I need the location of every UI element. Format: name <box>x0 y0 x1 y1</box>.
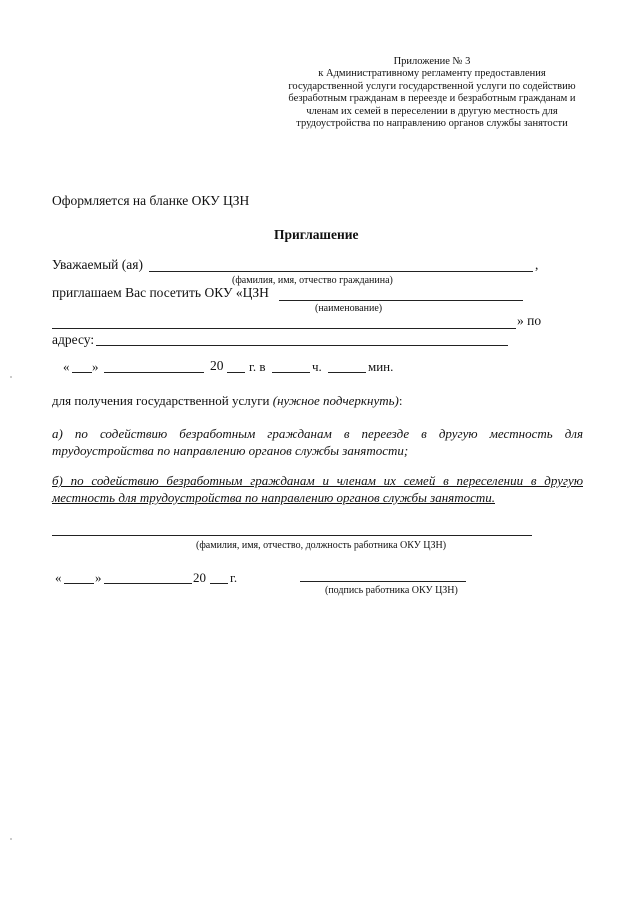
time-minute-field[interactable] <box>328 372 366 373</box>
signature-field[interactable] <box>300 581 466 582</box>
date-year-field[interactable] <box>227 372 245 373</box>
date-month-field[interactable] <box>104 372 204 373</box>
caption-name: (наименование) <box>315 303 383 314</box>
option-b[interactable]: б) по содействию безработным гражданам и членам их семей в переселении в другую местность для трудоустройства по направлению органов службы занятости. <box>52 473 583 505</box>
scan-speck <box>10 376 12 378</box>
caption-citizen: (фамилия, имя, отчество гражданина) <box>232 275 393 286</box>
service-hint: (нужное подчеркнуть) <box>272 393 399 408</box>
salutation-comma: , <box>535 257 539 272</box>
annex-line-3: государственной услуги государственной услуги по содействию <box>288 80 576 92</box>
salutation-label: Уважаемый (ая) <box>52 257 143 272</box>
date-year-prefix: 20 <box>210 358 224 373</box>
caption-signature: (подпись работника ОКУ ЦЗН) <box>325 585 458 596</box>
citizen-name-field[interactable] <box>149 271 533 272</box>
service-colon: : <box>398 393 403 408</box>
scan-speck <box>10 838 12 840</box>
annex-line-5: членам их семей в переселении в другую местность для <box>306 105 558 117</box>
quote-po: » по <box>517 313 542 328</box>
date-close-quote: » <box>92 359 99 374</box>
sig-year-field[interactable] <box>210 583 228 584</box>
sig-close-quote: » <box>95 570 102 585</box>
date-day-field[interactable] <box>72 372 92 373</box>
date-open-quote: « <box>63 359 70 374</box>
caption-worker: (фамилия, имя, отчество, должность работника ОКУ ЦЗН) <box>196 540 447 551</box>
sig-day-field[interactable] <box>64 583 94 584</box>
time-hour-field[interactable] <box>272 372 310 373</box>
service-intro-text: для получения государственной услуги <box>52 393 270 408</box>
annex-line-1: Приложение № 3 <box>393 56 471 67</box>
sig-open-quote: « <box>55 570 62 585</box>
option-a[interactable]: а) по содействию безработным гражданам в переезде в другую местность для трудоустройства по направлению органов службы занятости; <box>52 426 583 458</box>
time-minute-label: мин. <box>368 359 394 374</box>
service-intro <box>52 393 403 409</box>
document-title: Приглашение <box>274 227 359 242</box>
invite-text: приглашаем Вас посетить ОКУ «ЦЗН <box>52 285 269 300</box>
annex-line-2: к Административному регламенту предоставления <box>318 68 546 80</box>
annex-line-6: трудоустройства по направлению органов службы занятости <box>296 118 568 130</box>
time-hour-label: ч. <box>312 359 322 374</box>
sig-month-field[interactable] <box>104 583 192 584</box>
date-g-v: г. в <box>249 359 266 374</box>
annex-header <box>282 56 582 130</box>
center-name-continuation-field[interactable] <box>52 328 516 329</box>
sig-year-prefix: 20 <box>193 570 206 585</box>
blank-note: Оформляется на бланке ОКУ ЦЗН <box>52 193 250 208</box>
annex-line-4: безработным гражданам в переезде и безработным гражданам и <box>288 93 576 105</box>
center-name-field[interactable] <box>279 300 523 301</box>
sig-year-suffix: г. <box>230 570 238 585</box>
address-field[interactable] <box>96 345 508 346</box>
address-label: адресу: <box>52 332 95 347</box>
worker-name-field[interactable] <box>52 535 532 536</box>
